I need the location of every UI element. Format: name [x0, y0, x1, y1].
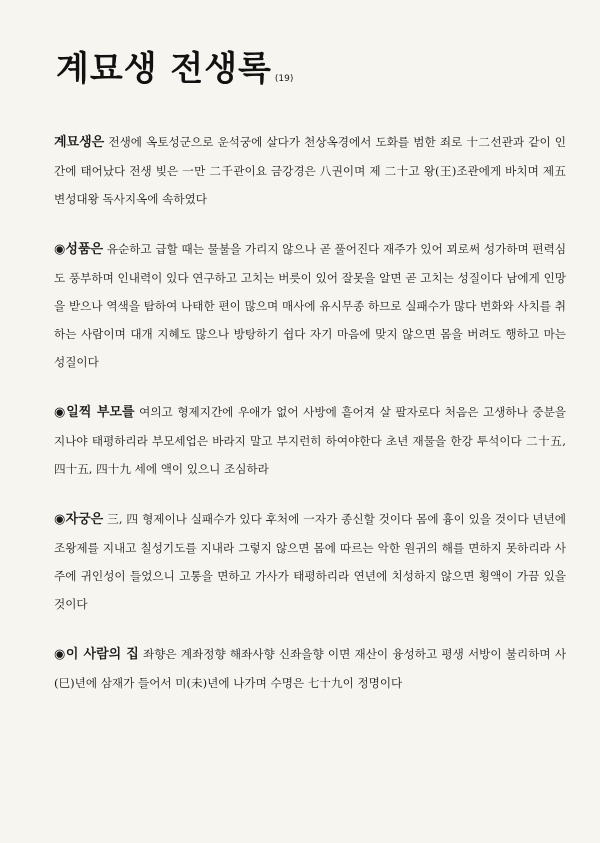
section-intro: [54, 128, 566, 213]
section-lead: 일찍 부모를: [66, 405, 135, 420]
section-lead: 자궁은: [65, 512, 104, 527]
section-text: 유순하고 급할 때는 물불을 가리지 않으나 곧 풀어진다 재주가 있어 꾀로써 성가하며 편력심도 풍부하며 인내력이 있다 연구하고 고치는 버릇이 있어 잘못을 알면 곧 고치는 성질이다 남에게 인망을 받으나 역색을 탐하여 나태한 편이 많으며 매사에 유시무종 하므로 실패수가 많다 번화와 사치를 취하는 사람이며 대개 지혜도 많으나 방탕하기 쉽다 자기 마음에 맞지 않으면 몸을 버려도 행하고 마는 성질이다: [54, 242, 567, 369]
section-text: 전생에 옥토성군으로 운석궁에 살다가 천상옥경에서 도화를 범한 죄로 十二선관과 같이 인간에 태어났다 전생 빚은 一만 二千관이요 금강경은 八권이며 제 二十고 왕(王)조관에게 바치며 제五 변성대왕 독사지옥에 속하였다: [54, 135, 566, 206]
circle-bullet-icon: ◉: [54, 647, 66, 662]
page-title: 계묘생 전생록: [56, 49, 272, 89]
title-row: [56, 49, 294, 89]
section-lead: 성품은: [65, 242, 104, 257]
section-text: 좌향은 계좌정향 해좌사향 신좌을향 이면 재산이 융성하고 평생 서방이 불리하며 사(巳)년에 삼재가 들어서 미(未)년에 나가며 수명은 七十九이 정명이다: [54, 647, 567, 690]
section-text: 三, 四 형제이나 실패수가 있다 후처에 一자가 종신할 것이다 몸에 흉이 있을 것이다 년년에 조왕제를 지내고 칠성기도를 지내라 그렇지 않으면 몸에 따르는 악한 원귀의 해를 면하지 못하리라 사주에 귀인성이 들었으니 고통을 면하고 가사가 태평하리라 연년에 치성하지 않으면 횡액이 가끔 있을 것이다: [54, 512, 566, 611]
section-house: [54, 640, 566, 697]
section-text: 여의고 형제지간에 우애가 없어 사방에 흩어져 살 팔자로다 처음은 고생하나 중분을 지나야 태평하리라 부모세업은 바라지 말고 부지런히 하여야한다 초년 재물을 한강 투석이다 二十五, 四十五, 四十九 세에 액이 있으니 조심하라: [54, 405, 567, 476]
section-children: [54, 505, 566, 618]
page-number: (19): [274, 74, 294, 84]
section-lead: 계묘생은: [54, 135, 105, 150]
circle-bullet-icon: ◉: [54, 405, 67, 420]
circle-bullet-icon: ◉: [54, 242, 66, 257]
section-lead: 이 사람의 집: [65, 647, 139, 662]
circle-bullet-icon: ◉: [54, 512, 66, 527]
document-body: [54, 128, 566, 719]
section-parents: [54, 398, 566, 483]
section-personality: [54, 235, 566, 376]
